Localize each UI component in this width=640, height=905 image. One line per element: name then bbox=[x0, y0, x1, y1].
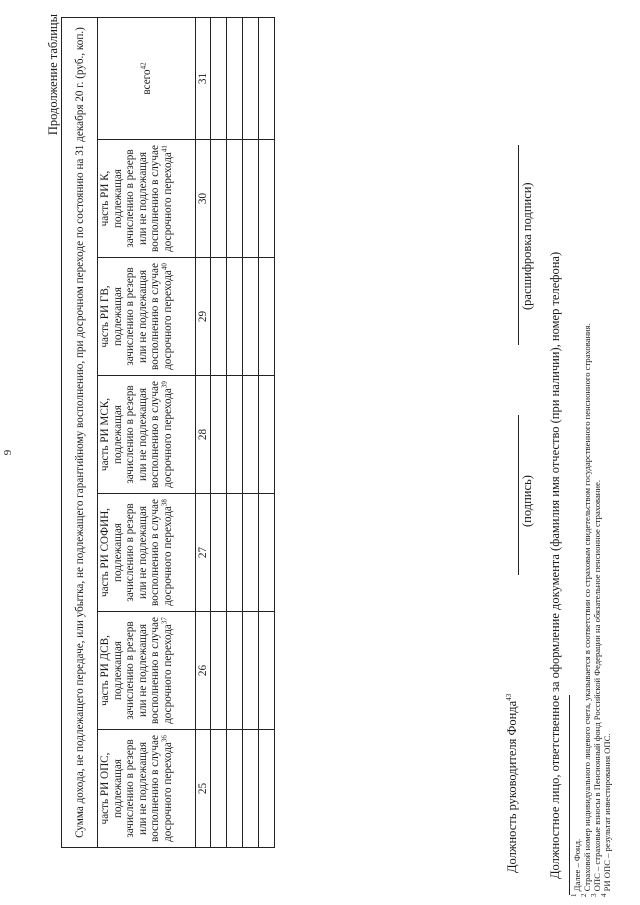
table-cell[interactable] bbox=[259, 140, 275, 258]
income-loss-table bbox=[61, 17, 275, 848]
footnote-divider bbox=[569, 695, 570, 895]
table-cell[interactable] bbox=[211, 140, 227, 258]
column-number: 27 bbox=[196, 494, 211, 612]
footnote-ref: 37 bbox=[160, 617, 169, 625]
column-header bbox=[98, 140, 196, 258]
column-number: 26 bbox=[196, 612, 211, 730]
table-cell[interactable] bbox=[259, 730, 275, 848]
table-cell[interactable] bbox=[211, 376, 227, 494]
column-number: 31 bbox=[196, 18, 211, 140]
footnote-number: 3 bbox=[590, 893, 599, 897]
table-cell[interactable] bbox=[211, 258, 227, 376]
table-cell[interactable] bbox=[211, 18, 227, 140]
column-header-label: часть РИ ДСВ, подлежащая зачислению в резерв или не подлежащая восполнению в случае досрочного перехода bbox=[99, 617, 174, 724]
table-header-row bbox=[98, 18, 196, 848]
footnote-number: 1 bbox=[570, 893, 579, 897]
footnote-ref: 40 bbox=[160, 263, 169, 271]
table-row bbox=[243, 18, 259, 848]
table-cell[interactable] bbox=[259, 612, 275, 730]
table-cell[interactable] bbox=[243, 612, 259, 730]
footnote-ref: 41 bbox=[160, 145, 169, 153]
column-header bbox=[98, 376, 196, 494]
footnote-text: Страховой номер индивидуального лицевого счета, указывается в соответствии со страховым свидетельством государственного пенсионного страхования. bbox=[582, 323, 592, 892]
name-decoding-label: (расшифровка подписи) bbox=[520, 182, 534, 310]
footnote-ref: 36 bbox=[160, 735, 169, 743]
column-number: 30 bbox=[196, 140, 211, 258]
footnote-text: Далее – Фонд. bbox=[572, 838, 582, 892]
column-number: 29 bbox=[196, 258, 211, 376]
footnote bbox=[592, 480, 602, 897]
signature-label: (подпись) bbox=[520, 475, 534, 527]
column-number: 28 bbox=[196, 376, 211, 494]
name-decoding-line[interactable] bbox=[518, 145, 519, 345]
table-cell[interactable] bbox=[243, 18, 259, 140]
column-header bbox=[98, 258, 196, 376]
column-header bbox=[98, 612, 196, 730]
table-cell[interactable] bbox=[243, 140, 259, 258]
column-header-label: часть РИ К, подлежащая зачислению в резерв или не подлежащая восполнению в случае досрочного перехода bbox=[99, 145, 174, 252]
column-number: 25 bbox=[196, 730, 211, 848]
fund-head-title bbox=[505, 694, 520, 873]
table-cell[interactable] bbox=[243, 376, 259, 494]
column-header-label: часть РИ СОФИН, подлежащая зачислению в резерв или не подлежащая восполнению в случае досрочного перехода bbox=[99, 499, 174, 606]
footnote bbox=[602, 734, 612, 897]
footnote-text: ОПС – страховые взносы в Пенсионный фонд Российской Федерации на обязательное пенсионное страхование. bbox=[592, 480, 602, 892]
table-continuation-caption: Продолжение таблицы bbox=[46, 14, 60, 136]
page-number: 9 bbox=[2, 449, 14, 456]
signature-line[interactable] bbox=[518, 415, 519, 575]
table-cell[interactable] bbox=[243, 730, 259, 848]
footnote bbox=[572, 839, 582, 897]
footnote-text: РИ ОПС – результат инвестирования ОПС. bbox=[602, 733, 612, 892]
column-header-total bbox=[98, 18, 196, 140]
table-cell[interactable] bbox=[227, 18, 243, 140]
table-cell[interactable] bbox=[259, 376, 275, 494]
table-cell[interactable] bbox=[227, 494, 243, 612]
table-cell[interactable] bbox=[227, 376, 243, 494]
footnote-ref: 43 bbox=[504, 693, 513, 701]
column-header-label: часть РИ МСК, подлежащая зачислению в резерв или не подлежащая восполнению в случае досрочного перехода bbox=[99, 381, 174, 488]
table-row bbox=[259, 18, 275, 848]
table-header-top: Сумма дохода, не подлежащего передаче, или убытка, не подлежащего гарантийному восполнению, при досрочном переходе по состоянию на 31 декабря 20 г. (руб., коп.) bbox=[62, 18, 98, 848]
fund-head-title-text: Должность руководителя Фонда bbox=[505, 700, 519, 873]
footnote-number: 4 bbox=[600, 893, 609, 897]
footnote-ref: 38 bbox=[160, 499, 169, 507]
footnote-number: 2 bbox=[580, 893, 589, 897]
table-cell[interactable] bbox=[227, 730, 243, 848]
column-numbers-row bbox=[196, 18, 211, 848]
table-cell[interactable] bbox=[211, 494, 227, 612]
table-header-top-row bbox=[62, 18, 98, 848]
table-row bbox=[211, 18, 227, 848]
table-cell[interactable] bbox=[243, 494, 259, 612]
column-header-label: всего bbox=[140, 69, 153, 95]
table-row bbox=[227, 18, 243, 848]
table-cell[interactable] bbox=[211, 730, 227, 848]
column-header-label: часть РИ ОПС, подлежащая зачислению в резерв или не подлежащая восполнению в случае досрочного перехода bbox=[99, 735, 174, 842]
table-cell[interactable] bbox=[211, 612, 227, 730]
footnote bbox=[582, 323, 592, 897]
table-cell[interactable] bbox=[243, 258, 259, 376]
table-cell[interactable] bbox=[259, 258, 275, 376]
column-header-label: часть РИ ГВ, подлежащая зачислению в резерв или не подлежащая восполнению в случае досрочного перехода bbox=[99, 263, 174, 370]
footnote-ref: 39 bbox=[160, 381, 169, 389]
responsible-person-line: Должностное лицо, ответственное за оформление документа (фамилия имя отчество (при наличии), номер телефона) bbox=[548, 251, 562, 879]
footnote-ref: 42 bbox=[138, 62, 147, 70]
table-cell[interactable] bbox=[227, 140, 243, 258]
column-header bbox=[98, 730, 196, 848]
column-header bbox=[98, 494, 196, 612]
table-cell[interactable] bbox=[259, 494, 275, 612]
table-cell[interactable] bbox=[227, 258, 243, 376]
table-cell[interactable] bbox=[259, 18, 275, 140]
table-cell[interactable] bbox=[227, 612, 243, 730]
